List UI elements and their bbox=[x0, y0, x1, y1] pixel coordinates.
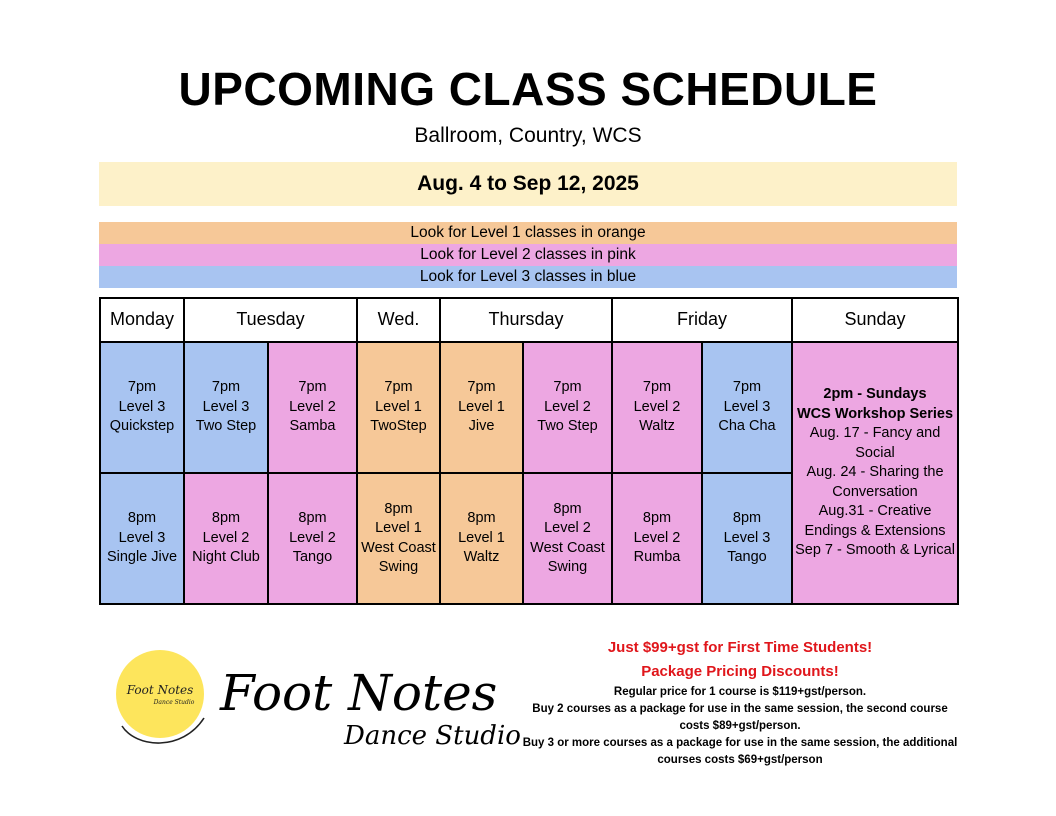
pricing-promo bbox=[520, 636, 960, 769]
class-dance: Waltz bbox=[639, 418, 675, 435]
class-level: Level 2 bbox=[202, 529, 250, 546]
date-range-banner: Aug. 4 to Sep 12, 2025 bbox=[99, 162, 957, 206]
day-header-wednesday: Wed. bbox=[357, 298, 440, 342]
sunday-workshop-item: Sep 7 - Smooth & Lyrical bbox=[795, 542, 955, 559]
class-level: Level 2 bbox=[289, 398, 336, 415]
three-course-price: Buy 3 or more courses as a package for use in the same session, the additional courses costs $69+gst/person bbox=[522, 737, 958, 766]
class-dance: Two Step bbox=[537, 418, 598, 435]
class-level: Level 1 bbox=[458, 398, 505, 415]
class-level: Level 3 bbox=[118, 398, 166, 415]
class-time: 7pm bbox=[732, 379, 762, 396]
class-level: Level 1 bbox=[375, 398, 422, 415]
class-cell bbox=[184, 342, 268, 473]
class-dance: West Coast bbox=[530, 539, 605, 556]
class-level: Level 3 bbox=[723, 529, 771, 546]
class-time: 7pm bbox=[298, 379, 327, 396]
class-dance: Night Club bbox=[192, 549, 260, 566]
page-title: UPCOMING CLASS SCHEDULE bbox=[178, 63, 878, 115]
package-discount-heading: Package Pricing Discounts! bbox=[641, 663, 839, 680]
class-dance: Quickstep bbox=[109, 418, 175, 435]
class-cell bbox=[357, 473, 440, 604]
logo-badge-tagline: Dance Studio bbox=[153, 699, 195, 706]
class-time: 7pm bbox=[384, 379, 413, 396]
class-cell bbox=[268, 342, 357, 473]
class-time: 8pm bbox=[127, 510, 157, 527]
sunday-workshop-item: Aug. 24 - Sharing the Conversation bbox=[806, 464, 944, 500]
two-course-price: Buy 2 courses as a package for use in the same session, the second course costs $89+gst/person. bbox=[532, 703, 948, 732]
page-subtitle: Ballroom, Country, WCS bbox=[414, 124, 642, 147]
class-dance: Waltz bbox=[463, 549, 500, 566]
sunday-heading-time: 2pm - Sundays bbox=[823, 386, 927, 403]
class-time: 8pm bbox=[642, 510, 672, 527]
class-level: Level 2 bbox=[544, 520, 591, 536]
studio-logo bbox=[108, 648, 528, 758]
class-level: Level 2 bbox=[289, 529, 336, 546]
class-cell bbox=[702, 473, 792, 604]
sunday-workshop-item: Aug.31 - Creative Endings & Extensions bbox=[804, 503, 946, 539]
class-level: Level 3 bbox=[723, 398, 771, 415]
class-cell bbox=[100, 473, 184, 604]
class-time: 8pm bbox=[211, 510, 241, 527]
class-time: 7pm bbox=[467, 379, 496, 396]
regular-price: Regular price for 1 course is $119+gst/person. bbox=[613, 686, 867, 698]
class-cell bbox=[612, 473, 702, 604]
class-level: Level 2 bbox=[544, 398, 591, 415]
legend-level-1: Look for Level 1 classes in orange bbox=[99, 222, 957, 244]
logo-badge-name: Foot Notes bbox=[126, 683, 194, 697]
class-cell bbox=[702, 342, 792, 473]
legend-level-2: Look for Level 2 classes in pink bbox=[99, 244, 957, 266]
sunday-workshop-item: Aug. 17 - Fancy and Social bbox=[809, 425, 941, 461]
day-header-sunday: Sunday bbox=[792, 298, 958, 342]
class-time: 7pm bbox=[211, 379, 241, 396]
class-cell bbox=[184, 473, 268, 604]
class-dance: TwoStep bbox=[370, 418, 427, 435]
class-dance: Jive bbox=[468, 418, 495, 435]
day-header-friday: Friday bbox=[612, 298, 792, 342]
first-time-offer: Just $99+gst for First Time Students! bbox=[607, 639, 873, 656]
class-cell bbox=[523, 473, 612, 604]
logo-wordmark: Foot Notes bbox=[220, 664, 498, 722]
day-header-monday: Monday bbox=[100, 298, 184, 342]
logo-tagline: Dance Studio bbox=[344, 721, 521, 751]
class-dance: Rumba bbox=[633, 549, 681, 566]
class-cell bbox=[440, 473, 523, 604]
class-dance-extra: Swing bbox=[378, 559, 419, 575]
class-time: 8pm bbox=[384, 500, 413, 517]
class-cell bbox=[357, 342, 440, 473]
class-time: 7pm bbox=[642, 379, 672, 396]
class-time: 7pm bbox=[553, 379, 582, 396]
class-time: 7pm bbox=[127, 379, 157, 396]
class-time: 8pm bbox=[467, 510, 496, 527]
class-cell bbox=[268, 473, 357, 604]
class-dance: West Coast bbox=[361, 539, 436, 556]
class-dance: Two Step bbox=[195, 418, 257, 435]
class-time: 8pm bbox=[298, 510, 327, 527]
class-level: Level 2 bbox=[633, 529, 681, 546]
class-dance: Tango bbox=[292, 549, 333, 566]
class-dance: Cha Cha bbox=[718, 418, 776, 435]
class-dance: Samba bbox=[289, 418, 336, 435]
class-level: Level 1 bbox=[458, 529, 505, 546]
class-time: 8pm bbox=[553, 500, 582, 517]
class-cell bbox=[100, 342, 184, 473]
legend-level-3: Look for Level 3 classes in blue bbox=[99, 266, 957, 288]
class-cell bbox=[523, 342, 612, 473]
day-header-thursday: Thursday bbox=[440, 298, 612, 342]
class-level: Level 2 bbox=[633, 398, 681, 415]
class-time: 8pm bbox=[732, 510, 762, 527]
sunday-heading-series: WCS Workshop Series bbox=[796, 405, 954, 422]
day-header-tuesday: Tuesday bbox=[184, 298, 357, 342]
class-dance: Single Jive bbox=[106, 549, 178, 566]
schedule-table bbox=[99, 297, 959, 605]
class-level: Level 3 bbox=[118, 529, 166, 546]
class-cell bbox=[612, 342, 702, 473]
sunday-workshop-cell bbox=[792, 342, 958, 604]
class-cell bbox=[440, 342, 523, 473]
class-level: Level 1 bbox=[375, 520, 422, 536]
class-dance-extra: Swing bbox=[547, 559, 588, 575]
class-dance: Tango bbox=[727, 549, 767, 566]
class-level: Level 3 bbox=[202, 398, 250, 415]
